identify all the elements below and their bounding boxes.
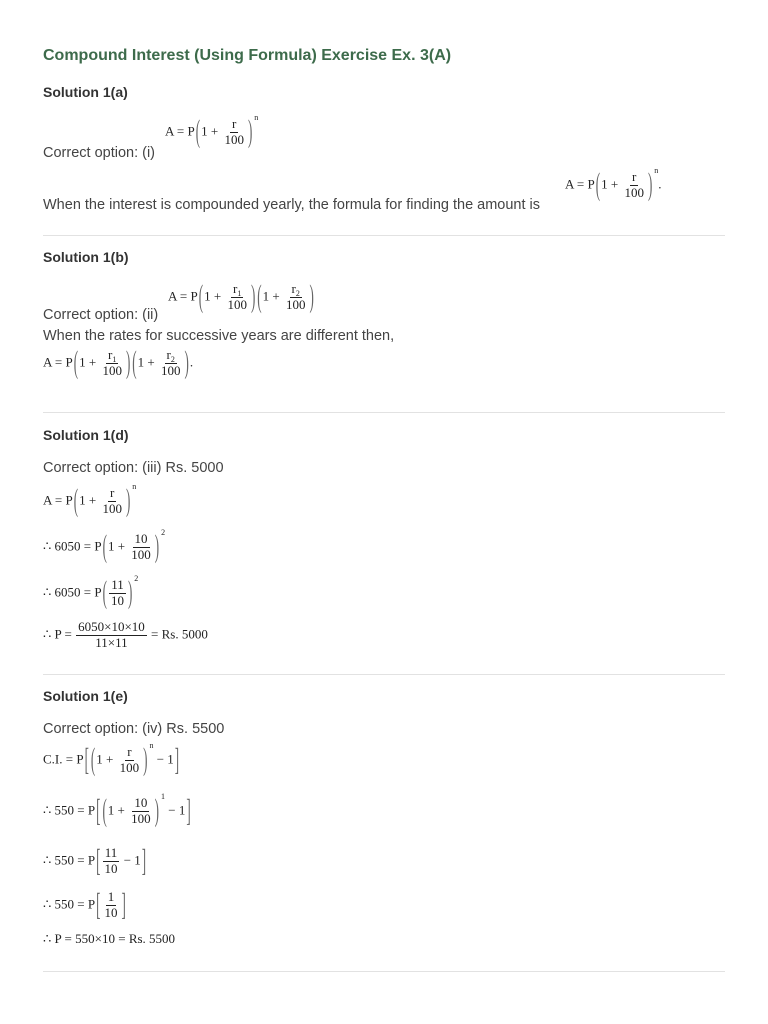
solution-option-1b: Correct option: (ii)	[43, 307, 159, 323]
solution-heading-1a: Solution 1(a)	[43, 84, 128, 100]
divider	[43, 971, 725, 972]
step-1e-1: C.I. = P[ (1 + $\frac{r}{100}$ ) $^n$ − 1]	[43, 741, 180, 778]
formula-varying-rates-step: A = P(1 + $\frac{r_1}{100}$ ) (1 + $\frac{r_2}{100}$ ).	[43, 344, 194, 381]
solution-option-1a: Correct option: (i)	[43, 145, 156, 161]
solution-heading-1d: Solution 1(d)	[43, 427, 129, 443]
formula-varying-rates: A = P(1 + $\frac{r_1}{100}$ ) (1 + $\frac{r_2}{100}$ )	[168, 278, 314, 315]
formula-compound-amount-inline: A = P(1 + $\frac{r}{100}$ ) $^n$.	[565, 166, 662, 203]
page-title: Compound Interest (Using Formula) Exercise Ex. 3(A)	[43, 47, 452, 64]
solution-heading-1b: Solution 1(b)	[43, 249, 129, 265]
solution-statement-1b: When the rates for successive years are different then,	[43, 328, 395, 344]
step-1d-3: ∴ 6050 = P( $\frac{11}{10}$ ) $^2$	[43, 574, 139, 611]
step-1d-4: ∴ P = $\frac{6050\times 10\times 10}{11\times 11}$ = Rs. 5000	[43, 619, 208, 650]
step-1e-2: ∴ 550 = P[ (1 + $\frac{10}{100}$ ) $^1$ − 1]	[43, 792, 191, 829]
formula-compound-amount: A = P(1 + $\frac{r}{100}$ ) $^n$	[165, 113, 259, 150]
solution-heading-1e: Solution 1(e)	[43, 688, 128, 704]
solution-statement-1a: When the interest is compounded yearly, the formula for finding the amount is	[43, 197, 541, 213]
solution-option-1e: Correct option: (iv) Rs. 5500	[43, 721, 225, 737]
divider	[43, 412, 725, 413]
step-1e-4: ∴ 550 = P[ $\frac{1}{10}$ ]	[43, 886, 126, 923]
step-1e-5: ∴ P = 550×10 = Rs. 5500	[43, 931, 176, 946]
step-1e-3: ∴ 550 = P[ $\frac{11}{10}$ − 1]	[43, 842, 147, 879]
divider	[43, 235, 725, 236]
divider	[43, 674, 725, 675]
solution-option-1d: Correct option: (iii) Rs. 5000	[43, 460, 224, 476]
step-1d-2: ∴ 6050 = P(1 + $\frac{10}{100}$ ) $^2$	[43, 528, 166, 565]
step-1d-1: A = P(1 + $\frac{r}{100}$ ) $^n$	[43, 482, 137, 519]
